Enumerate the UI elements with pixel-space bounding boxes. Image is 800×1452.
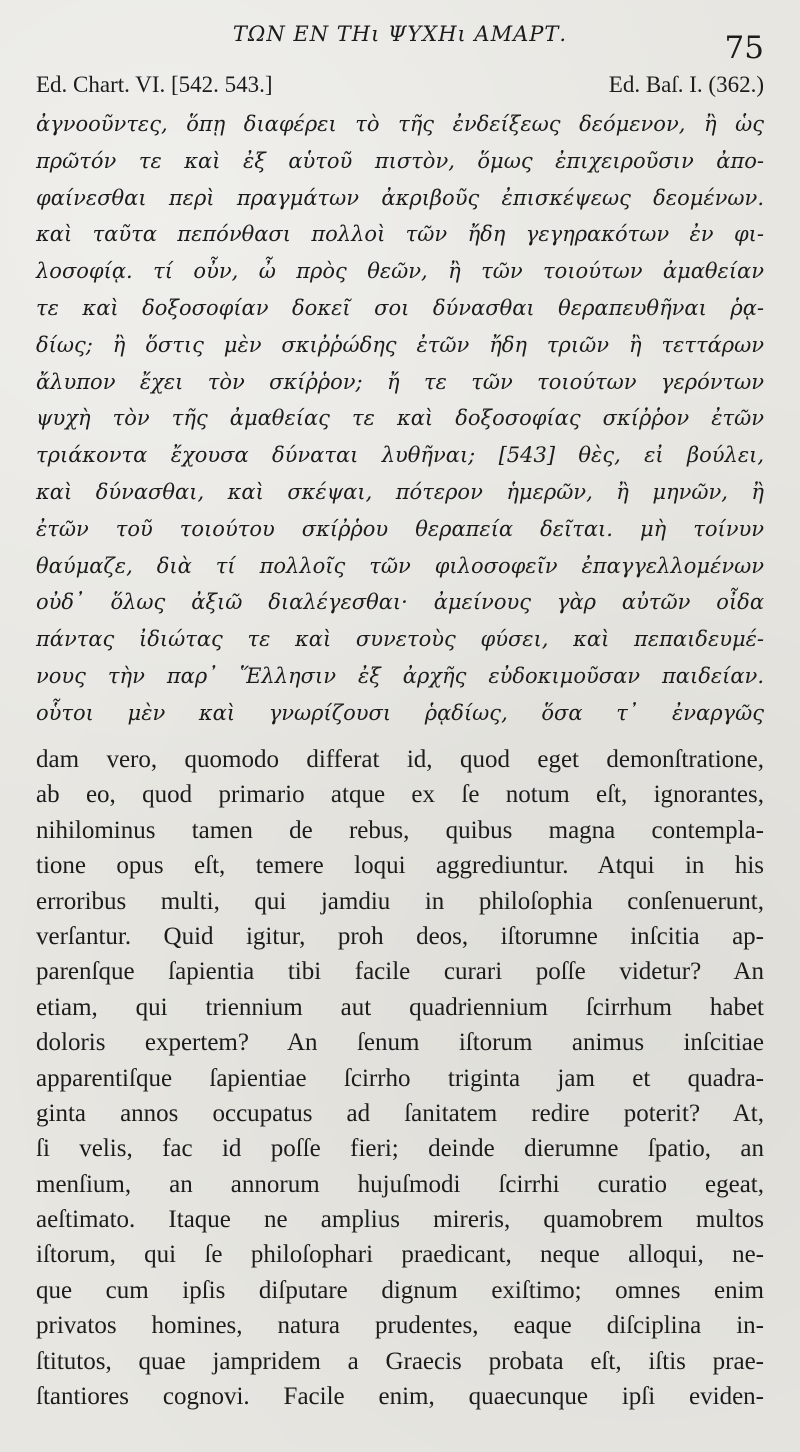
latin-text-line: que cum ipſis diſputare dignum exiſtimo; omnes enim [36,1276,764,1304]
latin-text-line: ſi velis, fac id poſſe fieri; deinde dierumne ſpatio, an [36,1135,764,1163]
latin-text-line: apparentiſque ſapientiae ſcirrho triginta jam et quadra- [36,1064,764,1092]
greek-text-line: ψυχὴ τὸν τῆς ἀμαθείας τε καὶ δοξοσοφίας σκίῤῥον ἐτῶν [36,406,764,431]
latin-text-line: aeſtimato. Itaque ne amplius mireris, quamobrem multos [36,1206,764,1234]
greek-text-block [36,106,764,732]
latin-text-line: erroribus multi, qui jamdiu in philoſophia conſenuerunt, [36,887,764,915]
greek-text-line: λοσοφίᾳ. τί οὖν, ὦ πρὸς θεῶν, ἢ τῶν τοιούτων ἀμαθείαν [36,259,764,284]
greek-text-line: πρῶτόν τε καὶ ἐξ αὑτοῦ πιστὸν, ὅμως ἐπιχειροῦσιν ἀπο- [36,148,764,173]
greek-text-line: δίως; ἢ ὅστις μὲν σκιῤῥώδης ἐτῶν ἤδη τριῶν ἢ τεττάρων [36,332,764,357]
latin-text-line: iſtorum, qui ſe philoſophari praedicant, neque alloqui, ne- [36,1241,764,1269]
greek-text-line: ἐτῶν τοῦ τοιούτου σκίῤῥου θεραπεία δεῖται. μὴ τοίνυν [36,516,764,541]
latin-text-line: privatos homines, natura prudentes, eaque diſciplina in- [36,1312,764,1340]
latin-text-line: tione opus eſt, temere loqui aggrediuntur. Atqui in his [36,852,764,880]
greek-text-line: φαίνεσθαι περὶ πραγμάτων ἀκριβοῦς ἐπισκέψεως δεομένων. [36,185,764,210]
latin-text-line: menſium, an annorum hujuſmodi ſcirrhi curatio egeat, [36,1170,764,1198]
latin-text-line: doloris expertem? An ſenum iſtorum animus inſcitiae [36,1029,764,1057]
greek-text-line: τριάκοντα ἔχουσα δύναται λυθῆναι; [543] θὲς, εἰ βούλει, [36,443,764,468]
greek-text-line: ἀγνοοῦντες, ὅπῃ διαφέρει τὸ τῆς ἐνδείξεως δεόμενον, ἢ ὡς [36,112,764,136]
latin-text-line: ginta annos occupatus ad ſanitatem redire poterit? At, [36,1099,764,1127]
latin-text-line: ab eo, quod primario atque ex ſe notum eſt, ignorantes, [36,781,764,809]
latin-text-line: ſtantiores cognovi. Facile enim, quaecunque ipſi eviden- [36,1383,764,1411]
latin-text-line: nihilominus tamen de rebus, quibus magna contempla- [36,816,764,844]
latin-text-block [36,742,764,1414]
greek-text-line: καὶ ταῦτα πεπόνθασι πολλοὶ τῶν ἤδη γεγηρακότων ἐν φι- [36,222,764,247]
running-head: ΤΩΝ ΕΝ ΤΗι ΨΥΧΗι ΑΜΑΡΤ. [232,22,568,46]
latin-text-line: parenſque ſapientia tibi facile curari poſſe videtur? An [36,958,764,986]
greek-text-line: καὶ δύνασθαι, καὶ σκέψαι, πότερον ἡμερῶν, ἢ μηνῶν, ἢ [36,479,764,504]
greek-text-line: οὐδ᾽ ὅλως ἀξιῶ διαλέγεσθαι· ἀμείνους γὰρ αὐτῶν οἶδα [36,590,764,615]
greek-text-line: οὗτοι μὲν καὶ γνωρίζουσι ῥᾳδίως, ὅσα τ᾽ ἐναργῶς [36,700,764,725]
greek-text-line: ἄλυπον ἔχει τὸν σκίῤῥον; ἤ τε τῶν τοιούτων γερόντων [36,369,764,394]
greek-text-line: πάντας ἰδιώτας τε καὶ συνετοὺς φύσει, καὶ πεπαιδευμέ- [36,627,764,652]
page-number: 75 [724,30,764,66]
latin-text-line: etiam, qui triennium aut quadriennium ſcirrhum habet [36,993,764,1021]
latin-text-line: ſtitutos, quae jampridem a Graecis probata eſt, iſtis prae- [36,1347,764,1375]
edition-reference-right: Ed. Baſ. I. (362.) [608,72,764,97]
greek-text-line: θαύμαζε, διὰ τί πολλοῖς τῶν φιλοσοφεῖν ἐπαγγελλομένων [36,553,764,578]
edition-reference-line [36,72,764,98]
greek-text-line: νους τὴν παρ᾽ Ἕλλησιν ἐξ ἀρχῆς εὐδοκιμοῦσαν παιδείαν. [36,663,764,688]
edition-reference-left: Ed. Chart. VI. [542. 543.] [36,72,273,97]
latin-text-line: dam vero, quomodo differat id, quod eget demonſtratione, [36,746,764,773]
greek-text-line: τε καὶ δοξοσοφίαν δοκεῖ σοι δύνασθαι θεραπευθῆναι ῥᾳ- [36,295,764,320]
latin-text-line: verſantur. Quid igitur, proh deos, iſtorumne inſcitia ap- [36,922,764,950]
